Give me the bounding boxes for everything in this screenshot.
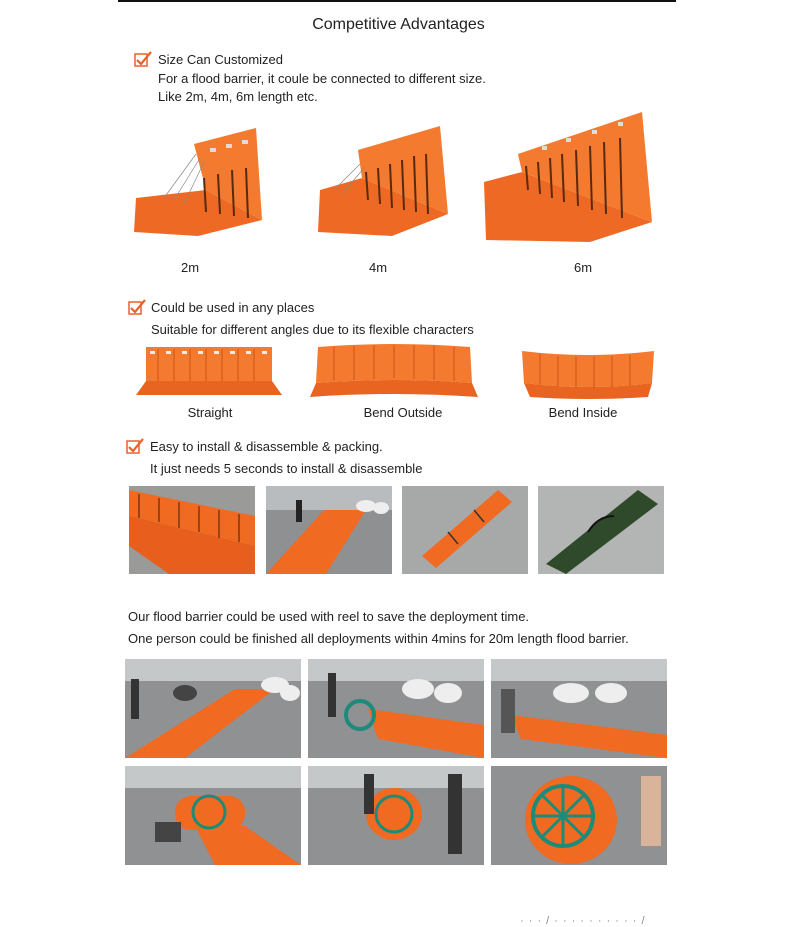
- caption-straight: Straight: [187, 405, 233, 420]
- checkbox-check-icon: [126, 438, 144, 454]
- section-places-line-1: Suitable for different angles due to its flexible characters: [151, 322, 474, 337]
- photo-reel-step-4: [125, 766, 301, 865]
- page-title: Competitive Advantages: [312, 16, 485, 33]
- barrier-6m-image: [482, 110, 658, 244]
- photo-barrier-rolled: [402, 486, 528, 574]
- photo-reel-step-6: [491, 766, 667, 865]
- photo-reel-step-5: [308, 766, 484, 865]
- barrier-bend-outside-image: [310, 343, 478, 399]
- section-size-heading: Size Can Customized: [158, 52, 283, 67]
- photo-reel-step-3: [491, 659, 667, 758]
- caption-bend-inside: Bend Inside: [548, 405, 618, 420]
- photo-barrier-warehouse: [266, 486, 392, 574]
- section-install-line-1: It just needs 5 seconds to install & disassemble: [150, 461, 423, 476]
- reel-line-1: Our flood barrier could be used with reel to save the deployment time.: [128, 609, 530, 624]
- checkbox-check-icon: [128, 299, 146, 315]
- top-rule: [118, 0, 676, 2]
- barrier-straight-image: [136, 345, 282, 397]
- checkbox-check-icon: [134, 51, 152, 67]
- caption-6m: 6m: [573, 260, 593, 275]
- section-size-line-1: For a flood barrier, it coule be connected to different size.: [158, 71, 486, 86]
- barrier-2m-image: [134, 124, 264, 238]
- section-size-line-2: Like 2m, 4m, 6m length etc.: [158, 89, 318, 104]
- caption-2m: 2m: [180, 260, 200, 275]
- photo-barrier-deployed: [129, 486, 255, 574]
- section-places-heading: Could be used in any places: [151, 300, 315, 315]
- reel-line-2: One person could be finished all deployments within 4mins for 20m length flood barrier.: [128, 631, 629, 646]
- photo-reel-step-2: [308, 659, 484, 758]
- footer-watermark: · · · / · · · · · · · · · · /: [520, 915, 646, 927]
- photo-reel-step-1: [125, 659, 301, 758]
- photo-storage-bag: [538, 486, 664, 574]
- caption-4m: 4m: [368, 260, 388, 275]
- barrier-4m-image: [318, 124, 452, 238]
- section-install-heading: Easy to install & disassemble & packing.: [150, 439, 383, 454]
- barrier-bend-inside-image: [520, 347, 656, 399]
- caption-bend-outside: Bend Outside: [363, 405, 443, 420]
